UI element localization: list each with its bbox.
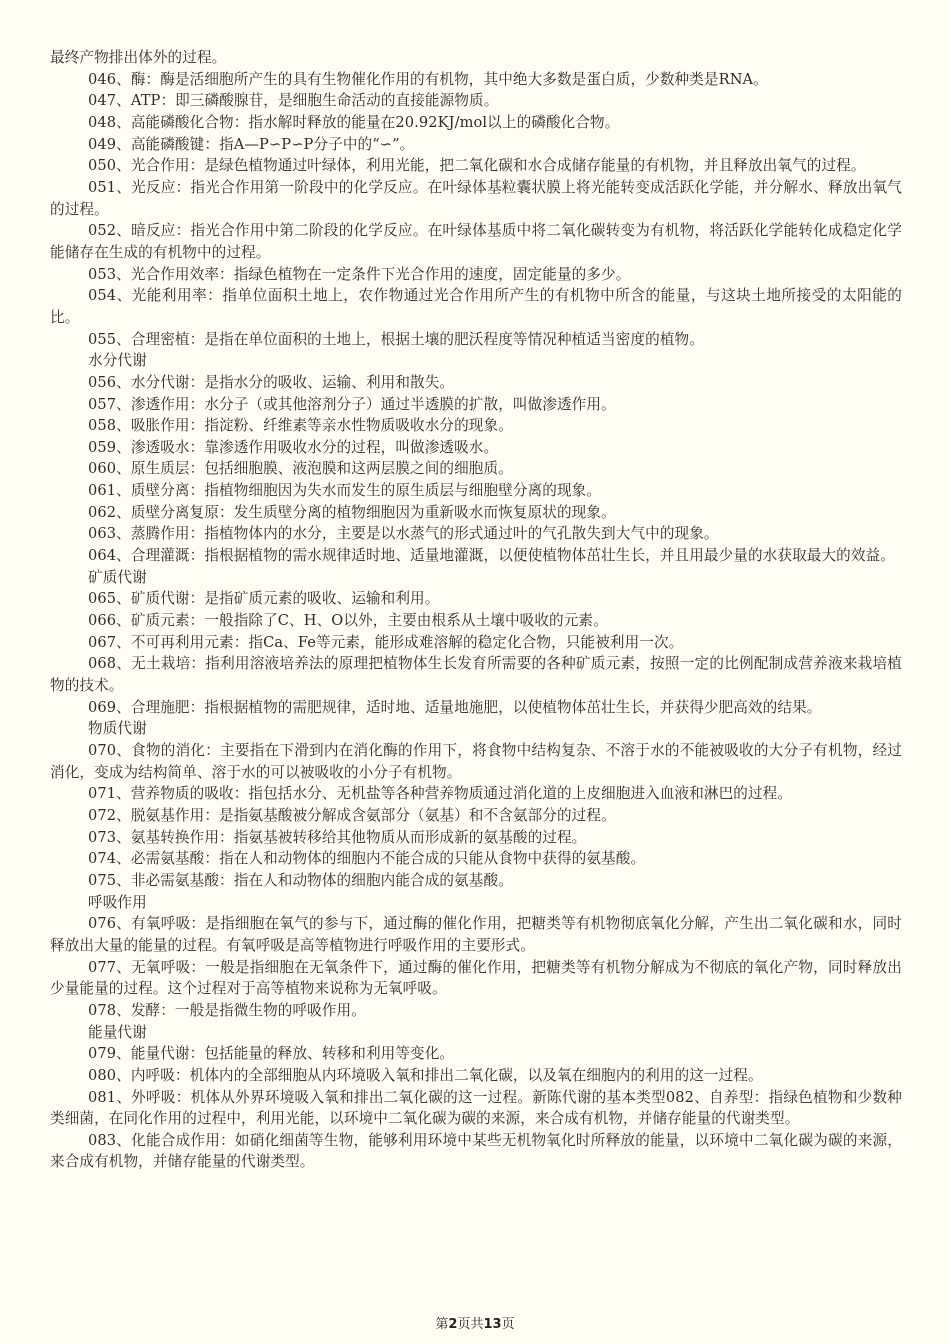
section-heading: 矿质代谢 bbox=[88, 568, 147, 586]
definition-entry: 076、有氧呼吸：是指细胞在氧气的参与下，通过酶的催化作用，把糖类等有机物彻底氧化分解，产生出二氧化碳和水，同时释放出大量的能量的过程。有氧呼吸是高等植物进行呼吸作用的主要形式。 bbox=[50, 915, 902, 954]
definition-entry: 057、渗透作用：水分子（或其他溶剂分子）通过半透膜的扩散，叫做渗透作用。 bbox=[88, 395, 616, 413]
section-heading: 能量代谢 bbox=[88, 1023, 147, 1041]
footer-page-number: 2 bbox=[448, 1317, 458, 1332]
definition-entry: 079、能量代谢：包括能量的释放、转移和利用等变化。 bbox=[88, 1045, 455, 1063]
page-footer bbox=[0, 1313, 950, 1332]
definition-entry: 064、合理灌溉：指根据植物的需水规律适时地、适量地灌溉，以便使植物体茁壮生长，并且用最少量的水获取最大的效益。 bbox=[88, 547, 895, 565]
footer-total-pages: 13 bbox=[483, 1317, 502, 1332]
footer-suffix: 页 bbox=[501, 1317, 515, 1332]
definition-entry: 049、高能磷酸键：指A—P∽P∽P分子中的“∽”。 bbox=[88, 135, 415, 153]
definition-entry: 069、合理施肥：指根据植物的需肥规律，适时地、适量地施肥，以使植物体茁壮生长，并获得少肥高效的结果。 bbox=[88, 698, 822, 716]
definition-entry: 071、营养物质的吸收：指包括水分、无机盐等各种营养物质通过消化道的上皮细胞进入血液和淋巴的过程。 bbox=[88, 785, 793, 803]
definition-entry: 062、质壁分离复原：发生质壁分离的植物细胞因为重新吸水而恢复原状的现象。 bbox=[88, 503, 616, 521]
definition-entry: 063、蒸腾作用：指植物体内的水分，主要是以水蒸气的形式通过叶的气孔散失到大气中的现象。 bbox=[88, 525, 719, 543]
definition-entry: 052、暗反应：指光合作用中第二阶段的化学反应。在叶绿体基质中将二氧化碳转变为有机物，将活跃化学能转化成稳定化学能储存在生成的有机物中的过程。 bbox=[50, 222, 902, 261]
definition-entry: 059、渗透吸水：靠渗透作用吸收水分的过程，叫做渗透吸水。 bbox=[88, 438, 499, 456]
definition-entry: 054、光能利用率：指单位面积土地上，农作物通过光合作用所产生的有机物中所含的能量，与这块土地所接受的太阳能的比。 bbox=[50, 287, 902, 326]
definition-entry: 080、内呼吸：机体内的全部细胞从内环境吸入氧和排出二氧化碳，以及氧在细胞内的利用的这一过程。 bbox=[88, 1066, 763, 1084]
definition-entry: 056、水分代谢：是指水分的吸收、运输、利用和散失。 bbox=[88, 373, 455, 391]
definition-entry: 065、矿质代谢：是指矿质元素的吸收、运输和利用。 bbox=[88, 590, 440, 608]
definition-entry: 061、质壁分离：指植物细胞因为失水而发生的原生质层与细胞壁分离的现象。 bbox=[88, 482, 602, 500]
entry-list bbox=[50, 69, 902, 1173]
definition-entry: 055、合理密植：是指在单位面积的土地上，根据土壤的肥沃程度等情况种植适当密度的植物。 bbox=[88, 330, 704, 348]
definition-entry: 081、外呼吸：机体从外界环境吸入氧和排出二氧化碳的这一过程。新陈代谢的基本类型082、自养型：指绿色植物和少数种类细菌，在同化作用的过程中，利用光能，以环境中二氧化碳为碳的来源，来合成有机物，并储存能量的代谢类型。 bbox=[50, 1088, 902, 1128]
section-heading: 物质代谢 bbox=[88, 720, 147, 738]
definition-entry: 075、非必需氨基酸：指在人和动物体的细胞内能合成的氨基酸。 bbox=[88, 871, 513, 889]
definition-entry: 067、不可再利用元素：指Ca、Fe等元素，能形成难溶解的稳定化合物，只能被利用一次。 bbox=[88, 633, 684, 651]
definition-entry: 077、无氧呼吸：一般是指细胞在无氧条件下，通过酶的催化作用，把糖类等有机物分解成为不彻底的氧化产物，同时释放出少量能量的过程。这个过程对于高等植物来说称为无氧呼吸。 bbox=[50, 958, 902, 998]
document-body bbox=[50, 47, 902, 1173]
definition-entry: 070、食物的消化：主要指在下滑到内在消化酶的作用下，将食物中结构复杂、不溶于水的不能被吸收的大分子有机物，经过消化，变成为结构简单、溶于水的可以被吸收的小分子有机物。 bbox=[50, 742, 902, 781]
section-heading: 呼吸作用 bbox=[88, 893, 147, 911]
definition-entry: 050、光合作用：是绿色植物通过叶绿体，利用光能，把二氧化碳和水合成储存能量的有机物，并且释放出氧气的过程。 bbox=[88, 157, 866, 175]
lead-line: 最终产物排出体外的过程。 bbox=[50, 49, 227, 66]
definition-entry: 066、矿质元素：一般指除了C、H、O以外，主要由根系从土壤中吸收的元素。 bbox=[88, 612, 608, 630]
definition-entry: 073、氨基转换作用：指氨基被转移给其他物质从而形成新的氨基酸的过程。 bbox=[88, 828, 587, 846]
section-heading: 水分代谢 bbox=[88, 352, 147, 370]
definition-entry: 046、酶：酶是活细胞所产生的具有生物催化作用的有机物，其中绝大多数是蛋白质，少数种类是RNA。 bbox=[88, 70, 768, 88]
definition-entry: 048、高能磷酸化合物：指水解时释放的能量在20.92KJ/mol以上的磷酸化合物。 bbox=[88, 113, 620, 131]
definition-entry: 058、吸胀作用：指淀粉、纤维素等亲水性物质吸收水分的现象。 bbox=[88, 417, 513, 435]
definition-entry: 083、化能合成作用：如硝化细菌等生物，能够利用环境中某些无机物氧化时所释放的能量，以环境中二氧化碳为碳的来源，来合成有机物，并储存能量的代谢类型。 bbox=[50, 1131, 902, 1171]
definition-entry: 051、光反应：指光合作用第一阶段中的化学反应。在叶绿体基粒囊状膜上将光能转变成活跃化学能，并分解水、释放出氧气的过程。 bbox=[50, 178, 902, 218]
definition-entry: 074、必需氨基酸：指在人和动物体的细胞内不能合成的只能从食物中获得的氨基酸。 bbox=[88, 850, 646, 868]
footer-middle: 页共 bbox=[457, 1317, 484, 1332]
definition-entry: 060、原生质层：包括细胞膜、液泡膜和这两层膜之间的细胞质。 bbox=[88, 460, 513, 478]
definition-entry: 072、脱氨基作用：是指氨基酸被分解成含氨部分（氨基）和不含氨部分的过程。 bbox=[88, 806, 616, 824]
definition-entry: 068、无土栽培：指利用溶液培养法的原理把植物体生长发育所需要的各种矿质元素，按照一定的比例配制成营养液来栽培植物的技术。 bbox=[50, 655, 902, 695]
definition-entry: 078、发酵：一般是指微生物的呼吸作用。 bbox=[88, 1001, 366, 1019]
definition-entry: 047、ATP：即三磷酸腺苷，是细胞生命活动的直接能源物质。 bbox=[88, 92, 499, 110]
footer-prefix: 第 bbox=[435, 1317, 449, 1332]
definition-entry: 053、光合作用效率：指绿色植物在一定条件下光合作用的速度，固定能量的多少。 bbox=[88, 265, 631, 283]
